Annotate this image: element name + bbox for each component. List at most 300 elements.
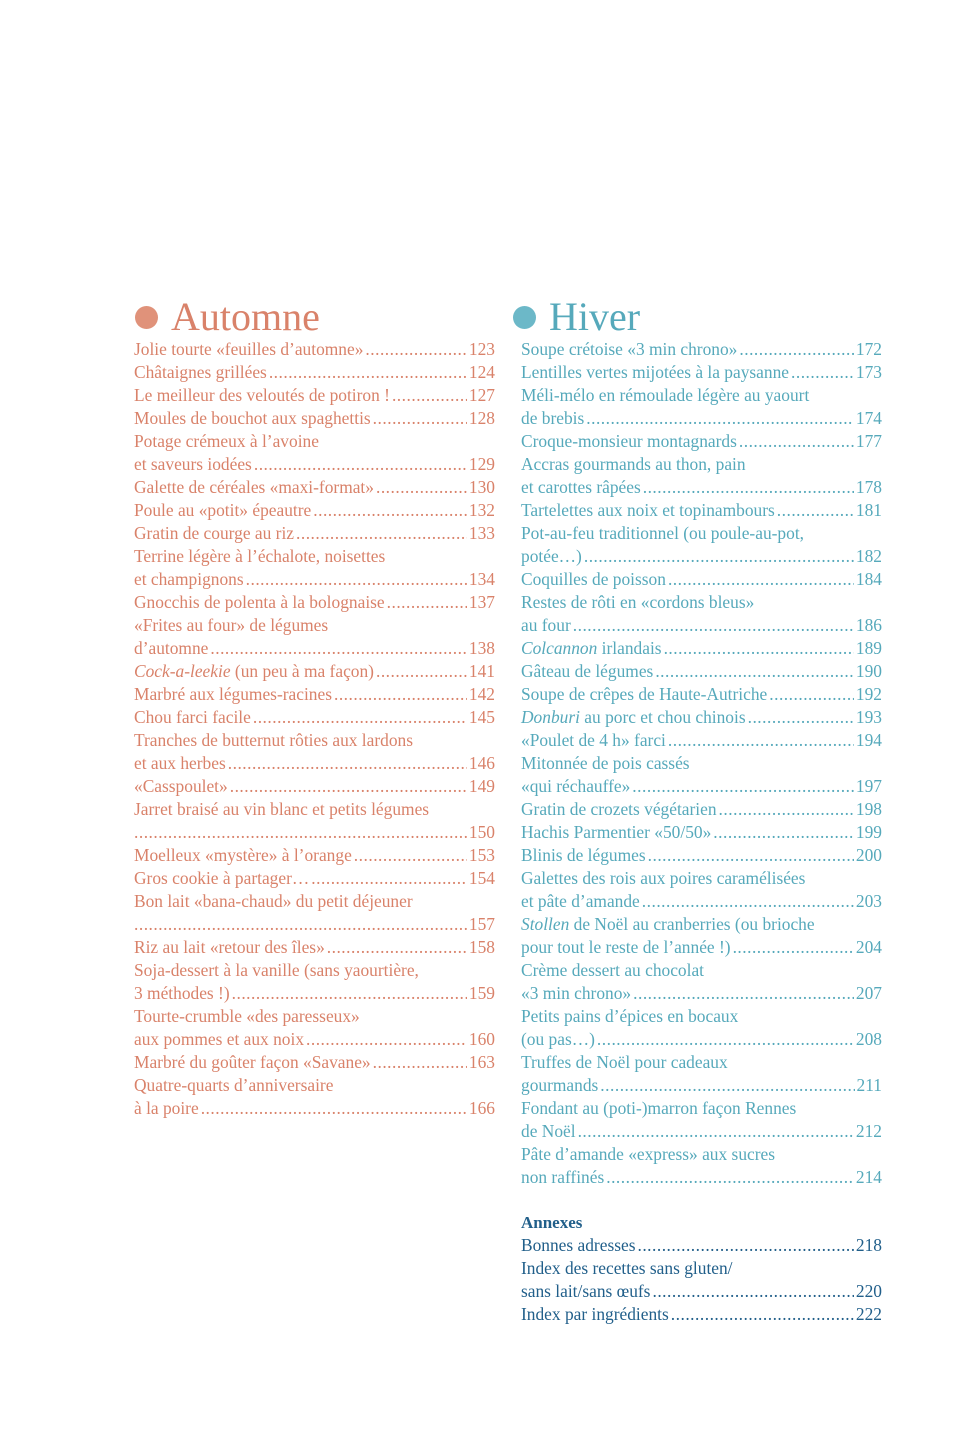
toc-entry-title: «Frites au four» de légumes	[134, 615, 329, 635]
toc-entry-title: «Poulet de 4 h» farci	[521, 730, 666, 750]
dot-leader	[655, 660, 854, 683]
toc-entry-title: et champignons	[134, 569, 244, 589]
toc-entry-line	[521, 1005, 882, 1028]
toc-entry-title: (ou pas…)	[521, 1029, 595, 1049]
dot-leader	[373, 407, 467, 430]
toc-entry-line	[521, 821, 882, 844]
toc-entry-line	[134, 430, 495, 453]
toc-entry-title: Le meilleur des veloutés de potiron !	[134, 385, 390, 405]
toc-entry-line	[521, 1028, 882, 1051]
dot-leader	[633, 982, 854, 1005]
toc-entry-line	[521, 361, 882, 384]
toc-entry-line	[521, 1303, 882, 1326]
toc-entry-line	[521, 568, 882, 591]
toc-entry	[521, 1257, 882, 1303]
toc-page-number: 159	[468, 983, 495, 1003]
dot-leader	[668, 568, 854, 591]
dot-leader	[311, 867, 467, 890]
toc-entry-title: Truffes de Noël pour cadeaux	[521, 1052, 728, 1072]
toc-page-number: 129	[468, 454, 495, 474]
toc-entry-line	[521, 798, 882, 821]
dot-leader	[269, 361, 467, 384]
toc-entry-line	[134, 890, 495, 913]
toc-entry-title: Quatre-quarts d’anniversaire	[134, 1075, 334, 1095]
toc-entry	[521, 1051, 882, 1097]
toc-entry-title: Gnocchis de polenta à la bolognaise	[134, 592, 385, 612]
toc-page-number: 207	[855, 983, 882, 1003]
dot-leader	[643, 476, 854, 499]
toc-entry	[134, 522, 495, 545]
dot-leader	[228, 752, 467, 775]
toc-entry-title: Soupe de crêpes de Haute-Autriche	[521, 684, 768, 704]
toc-entry-title: Soja-dessert à la vanille (sans yaourtière,	[134, 960, 419, 980]
toc-entry	[521, 499, 882, 522]
toc-entry	[521, 821, 882, 844]
toc-entry	[134, 591, 495, 614]
toc-entry	[134, 844, 495, 867]
toc-page-number: 189	[855, 638, 882, 658]
dot-leader	[210, 637, 467, 660]
toc-entry-title: Lentilles vertes mijotées à la paysanne	[521, 362, 790, 382]
toc-entry-title: Petits pains d’épices en bocaux	[521, 1006, 739, 1026]
toc-entry-title: Riz au lait «retour des îles»	[134, 937, 325, 957]
dot-leader	[597, 1028, 854, 1051]
toc-page-number: 128	[468, 408, 495, 428]
circle-bullet-icon	[513, 306, 536, 329]
dot-leader	[600, 1074, 854, 1097]
toc-entry-line	[134, 729, 495, 752]
toc-entry-title: 3 méthodes !)	[134, 983, 230, 1003]
toc-entry-title: Jarret braisé au vin blanc et petits légumes	[134, 799, 430, 819]
toc-entry-title: Soupe crétoise «3 min chrono»	[521, 339, 738, 359]
toc-entry-title: Marbré aux légumes-racines	[134, 684, 332, 704]
toc-entry-title: Fondant au (poti-)marron façon Rennes	[521, 1098, 797, 1118]
toc-entry-line	[134, 844, 495, 867]
toc-page-number: 182	[855, 546, 882, 566]
toc-page-number: 123	[468, 339, 495, 359]
toc-entry-line	[134, 1097, 495, 1120]
toc-entry-line	[521, 660, 882, 683]
toc-entry-line	[521, 499, 882, 522]
dot-leader	[253, 706, 467, 729]
toc-entry-line	[134, 591, 495, 614]
toc-entry-line	[134, 1051, 495, 1074]
toc-entry-line	[134, 683, 495, 706]
toc-page-number: 145	[468, 707, 495, 727]
toc-entry-line	[521, 1051, 882, 1074]
toc-page-number: 186	[855, 615, 882, 635]
toc-entry-title: Pot-au-feu traditionnel (ou poule-au-pot,	[521, 523, 804, 543]
dot-leader	[254, 453, 467, 476]
dot-leader	[578, 1120, 854, 1143]
dot-leader	[573, 614, 854, 637]
annexes-title: Annexes	[521, 1213, 583, 1232]
dot-leader	[134, 913, 467, 936]
toc-entry-title: Méli-mélo en rémoulade légère au yaourt	[521, 385, 810, 405]
dot-leader	[748, 706, 854, 729]
toc-entry-line	[134, 821, 495, 844]
toc-entry	[521, 430, 882, 453]
toc-page-number: 137	[468, 592, 495, 612]
toc-entry-title: d’automne	[134, 638, 209, 658]
toc-entry-title: Moules de bouchot aux spaghettis	[134, 408, 371, 428]
toc-entry-line	[521, 775, 882, 798]
toc-entry-title: Crème dessert au chocolat	[521, 960, 705, 980]
dot-leader	[739, 338, 854, 361]
dot-leader	[637, 1234, 853, 1257]
dot-leader	[668, 729, 854, 752]
section-heading-automne	[135, 296, 495, 338]
toc-entry	[521, 568, 882, 591]
dot-leader	[733, 936, 854, 959]
toc-page-number: 124	[468, 362, 495, 382]
dot-leader	[387, 591, 467, 614]
toc-page-number: 174	[855, 408, 882, 428]
toc-entry-line	[134, 568, 495, 591]
toc-entry-line	[521, 476, 882, 499]
toc-entry	[134, 1051, 495, 1074]
toc-entry-line	[134, 982, 495, 1005]
section-title: Hiver	[549, 294, 641, 339]
toc-page-number: 203	[855, 891, 882, 911]
toc-page-number: 166	[468, 1098, 495, 1118]
toc-entry-line	[134, 660, 495, 683]
toc-entry-line	[134, 453, 495, 476]
dot-leader	[354, 844, 467, 867]
toc-entry-title: aux pommes et aux noix	[134, 1029, 305, 1049]
toc-entry-line	[134, 1028, 495, 1051]
toc-page-number: 177	[855, 431, 882, 451]
toc-entry-line	[134, 476, 495, 499]
toc-entry-line	[521, 338, 882, 361]
toc-entry-line	[134, 614, 495, 637]
dot-leader	[606, 1166, 854, 1189]
toc-page-number: 158	[468, 937, 495, 957]
toc-entry-title: Moelleux «mystère» à l’orange	[134, 845, 352, 865]
toc-page-number: 222	[855, 1304, 882, 1324]
dot-leader	[642, 890, 854, 913]
toc-entry-title: Donburi au porc et chou chinois	[521, 707, 746, 727]
toc-entry-title: et saveurs iodées	[134, 454, 252, 474]
toc-page-number: 172	[855, 339, 882, 359]
toc-entry-line	[521, 1074, 882, 1097]
toc-entry-title: Tartelettes aux noix et topinambours	[521, 500, 775, 520]
toc-page-number: 163	[468, 1052, 495, 1072]
dot-leader	[306, 1028, 467, 1051]
toc-entry	[521, 752, 882, 798]
toc-entry-title: au four	[521, 615, 571, 635]
toc-entry-title: «Casspoulet»	[134, 776, 228, 796]
dot-leader	[664, 637, 854, 660]
toc-entry	[134, 660, 495, 683]
toc-entry	[134, 775, 495, 798]
toc-page-number: 218	[855, 1235, 882, 1255]
toc-entry	[521, 867, 882, 913]
toc-entry-title: Accras gourmands au thon, pain	[521, 454, 746, 474]
toc-entry-title: Marbré du goûter façon «Savane»	[134, 1052, 371, 1072]
toc-entry-title: Tourte-crumble «des paresseux»	[134, 1006, 360, 1026]
toc-entry-title: de brebis	[521, 408, 585, 428]
toc-entry-title: Jolie tourte «feuilles d’automne»	[134, 339, 364, 359]
toc-entry-title: Bonnes adresses	[521, 1235, 636, 1255]
toc-list-hiver	[521, 338, 882, 1189]
toc-entry-title: de Noël	[521, 1121, 576, 1141]
toc-page-number: 132	[468, 500, 495, 520]
toc-column-automne	[134, 296, 495, 1120]
toc-entry	[134, 867, 495, 890]
toc-entry	[521, 1005, 882, 1051]
toc-entry-title: Hachis Parmentier «50/50»	[521, 822, 712, 842]
toc-page-number: 134	[468, 569, 495, 589]
toc-entry-line	[521, 752, 882, 775]
toc-entry-line	[521, 614, 882, 637]
dot-leader	[376, 660, 467, 683]
toc-entry	[134, 430, 495, 476]
toc-entry-line	[521, 637, 882, 660]
toc-entry-line	[521, 1143, 882, 1166]
toc-entry-line	[134, 338, 495, 361]
toc-entry-line	[134, 798, 495, 821]
toc-entry-title: Gros cookie à partager…	[134, 868, 310, 888]
toc-entry-line	[521, 1120, 882, 1143]
dot-leader	[632, 775, 854, 798]
toc-entry	[521, 1303, 882, 1326]
toc-entry-title: «qui réchauffe»	[521, 776, 631, 796]
toc-entry-title: Poule au «potit» épeautre	[134, 500, 312, 520]
toc-entry-line	[521, 982, 882, 1005]
toc-entry	[521, 637, 882, 660]
toc-entry	[134, 338, 495, 361]
toc-page-number: 150	[468, 822, 495, 842]
toc-entry-title: Tranches de butternut rôties aux lardons	[134, 730, 413, 750]
toc-entry-title: à la poire	[134, 1098, 199, 1118]
toc-entry-title: Châtaignes grillées	[134, 362, 267, 382]
dot-leader	[296, 522, 467, 545]
toc-entry-title: Blinis de légumes	[521, 845, 646, 865]
toc-entry	[134, 959, 495, 1005]
toc-entry	[521, 844, 882, 867]
toc-entry-line	[521, 453, 882, 476]
toc-entry	[134, 683, 495, 706]
section-heading-hiver	[513, 296, 882, 338]
toc-entry-line	[521, 959, 882, 982]
toc-page-number: 220	[855, 1281, 882, 1301]
dot-leader	[246, 568, 467, 591]
toc-entry-line	[521, 867, 882, 890]
toc-entry	[134, 706, 495, 729]
toc-entry	[134, 798, 495, 844]
toc-page-number: 197	[855, 776, 882, 796]
toc-list-annexes	[521, 1234, 882, 1326]
toc-entry	[521, 1234, 882, 1257]
toc-entry-line	[521, 890, 882, 913]
toc-entry	[521, 1143, 882, 1189]
toc-entry	[521, 683, 882, 706]
toc-page-number: 212	[855, 1121, 882, 1141]
toc-page-number: 204	[855, 937, 882, 957]
toc-entry-title: Croque-monsieur montagnards	[521, 431, 737, 451]
toc-entry-line	[521, 1257, 882, 1280]
toc-entry-title: Stollen de Noël au cranberries (ou brioche	[521, 914, 815, 934]
toc-entry-title: Gratin de crozets végétarien	[521, 799, 717, 819]
toc-entry-title: Potage crémeux à l’avoine	[134, 431, 319, 451]
toc-entry	[521, 361, 882, 384]
toc-entry-title: sans lait/sans œufs	[521, 1281, 651, 1301]
toc-entry	[134, 499, 495, 522]
toc-entry	[134, 729, 495, 775]
circle-bullet-icon	[135, 306, 158, 329]
toc-page-number: 181	[855, 500, 882, 520]
toc-entry-line	[134, 706, 495, 729]
toc-entry-line	[521, 407, 882, 430]
dot-leader	[365, 338, 467, 361]
toc-page-number: 142	[468, 684, 495, 704]
toc-page-number: 214	[855, 1167, 882, 1187]
toc-entry-title: Index des recettes sans gluten/	[521, 1258, 733, 1278]
toc-entry	[521, 522, 882, 568]
toc-entry-line	[134, 867, 495, 890]
toc-entry	[134, 476, 495, 499]
toc-entry-line	[521, 706, 882, 729]
toc-page-number: 157	[468, 914, 495, 934]
dot-leader	[648, 844, 854, 867]
toc-page-number: 153	[468, 845, 495, 865]
toc-entry-title: Galette de céréales «maxi-format»	[134, 477, 374, 497]
toc-entry-title: Restes de rôti en «cordons bleus»	[521, 592, 755, 612]
section-title: Automne	[171, 294, 320, 339]
toc-page-number: 198	[855, 799, 882, 819]
toc-page-number: 211	[856, 1075, 882, 1095]
toc-entry-title: Gratin de courge au riz	[134, 523, 294, 543]
toc-entry-title: et pâte d’amande	[521, 891, 640, 911]
toc-entry	[521, 729, 882, 752]
toc-entry-title: Terrine légère à l’échalote, noisettes	[134, 546, 386, 566]
toc-entry-line	[134, 384, 495, 407]
dot-leader	[769, 683, 854, 706]
toc-entry	[521, 660, 882, 683]
toc-entry-title: Gâteau de légumes	[521, 661, 654, 681]
toc-entry	[134, 545, 495, 591]
toc-page-number: 149	[468, 776, 495, 796]
toc-entry-line	[521, 913, 882, 936]
dot-leader	[334, 683, 467, 706]
toc-entry-line	[134, 1074, 495, 1097]
toc-entry-line	[521, 430, 882, 453]
toc-entry	[521, 591, 882, 637]
toc-entry-line	[134, 913, 495, 936]
toc-entry-line	[521, 591, 882, 614]
toc-list-automne	[134, 338, 495, 1120]
toc-entry	[134, 614, 495, 660]
toc-page-number: 190	[855, 661, 882, 681]
toc-entry-line	[134, 522, 495, 545]
toc-entry-line	[134, 637, 495, 660]
toc-entry	[521, 453, 882, 499]
toc-entry	[134, 361, 495, 384]
dot-leader	[201, 1097, 467, 1120]
dot-leader	[373, 1051, 467, 1074]
dot-leader	[777, 499, 854, 522]
toc-entry	[521, 384, 882, 430]
toc-page-number: 193	[855, 707, 882, 727]
toc-page-number: 194	[855, 730, 882, 750]
toc-entry-line	[521, 545, 882, 568]
toc-entry-title: Cock-a-leekie (un peu à ma façon)	[134, 661, 374, 681]
toc-entry-line	[521, 683, 882, 706]
toc-page-number: 199	[855, 822, 882, 842]
dot-leader	[652, 1280, 853, 1303]
toc-entry-title: et carottes râpées	[521, 477, 641, 497]
dot-leader	[719, 798, 854, 821]
toc-entry-title: Coquilles de poisson	[521, 569, 666, 589]
toc-page-number: 127	[468, 385, 495, 405]
toc-entry	[134, 1074, 495, 1120]
toc-entry-title: «3 min chrono»	[521, 983, 632, 1003]
toc-entry	[134, 384, 495, 407]
toc-page-number: 146	[468, 753, 495, 773]
toc-page-number: 208	[855, 1029, 882, 1049]
toc-entry-line	[134, 407, 495, 430]
toc-entry-line	[521, 729, 882, 752]
toc-entry-line	[134, 936, 495, 959]
toc-entry-line	[134, 361, 495, 384]
dot-leader	[134, 821, 467, 844]
toc-entry	[521, 913, 882, 959]
dot-leader	[230, 775, 467, 798]
toc-entry-line	[521, 1097, 882, 1120]
toc-entry-title: Mitonnée de pois cassés	[521, 753, 690, 773]
dot-leader	[313, 499, 467, 522]
toc-entry-line	[521, 1234, 882, 1257]
toc-page-number: 173	[855, 362, 882, 382]
dot-leader	[586, 407, 854, 430]
dot-leader	[232, 982, 467, 1005]
toc-entry	[521, 1097, 882, 1143]
toc-entry	[134, 890, 495, 936]
toc-page-number: 192	[855, 684, 882, 704]
toc-entry-line	[134, 499, 495, 522]
toc-entry-title: pour tout le reste de l’année !)	[521, 937, 731, 957]
toc-entry	[134, 407, 495, 430]
toc-entry	[134, 1005, 495, 1051]
toc-column-hiver	[521, 296, 882, 1326]
dot-leader	[584, 545, 854, 568]
toc-page-number: 138	[468, 638, 495, 658]
toc-entry-line	[521, 936, 882, 959]
dot-leader	[392, 384, 467, 407]
toc-page-number: 160	[468, 1029, 495, 1049]
toc-page-number: 154	[468, 868, 495, 888]
toc-entry	[134, 936, 495, 959]
dot-leader	[327, 936, 467, 959]
toc-page-number: 178	[855, 477, 882, 497]
toc-entry	[521, 338, 882, 361]
toc-entry-line	[521, 522, 882, 545]
toc-page-number: 141	[468, 661, 495, 681]
toc-page-number: 200	[855, 845, 882, 865]
toc-entry-title: Galettes des rois aux poires caramélisées	[521, 868, 806, 888]
toc-entry-title: Colcannon irlandais	[521, 638, 662, 658]
toc-page-number: 133	[468, 523, 495, 543]
toc-entry-line	[134, 545, 495, 568]
dot-leader	[713, 821, 854, 844]
toc-page-number: 184	[855, 569, 882, 589]
dot-leader	[376, 476, 467, 499]
toc-entry-line	[134, 752, 495, 775]
toc-entry-line	[521, 384, 882, 407]
dot-leader	[791, 361, 854, 384]
toc-entry-line	[134, 959, 495, 982]
